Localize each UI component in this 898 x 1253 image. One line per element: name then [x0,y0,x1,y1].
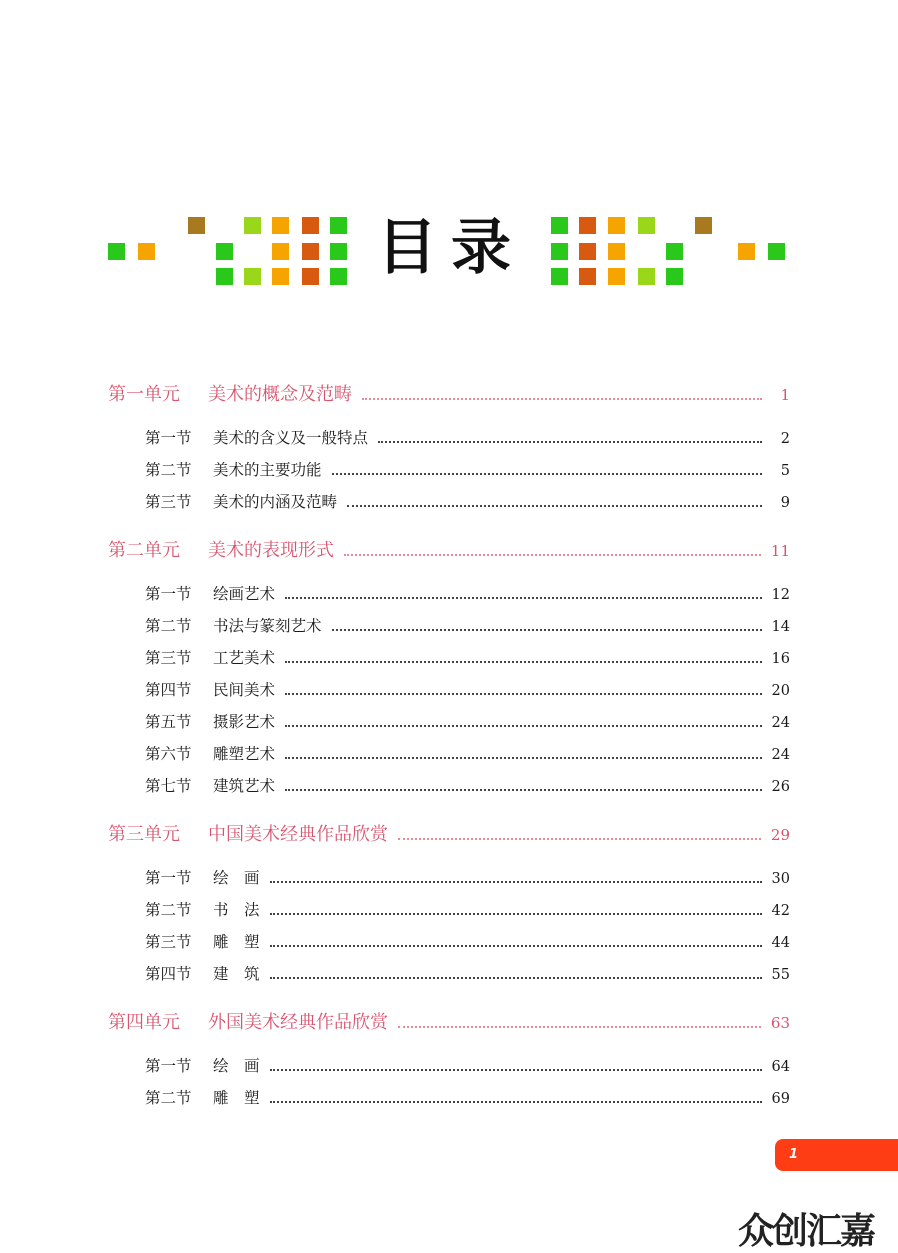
toc-section[interactable] [145,742,790,774]
section-number: 第四节 [145,965,192,983]
section-title: 雕 塑 [213,1089,260,1107]
section-title: 绘画艺术 [213,585,276,603]
dot-leader [270,1101,762,1103]
unit-page: 63 [770,1014,790,1032]
decor-square [330,217,347,234]
dot-leader [332,473,762,475]
decor-square [330,268,347,285]
dot-leader [378,441,762,443]
section-page: 24 [771,747,790,763]
page-number-badge: 1 [775,1139,898,1171]
decor-square [551,243,568,260]
decor-square [579,268,596,285]
toc-section[interactable] [145,710,790,742]
section-page: 20 [771,683,790,699]
decor-square [638,217,655,234]
toc-section[interactable] [145,678,790,710]
toc-section[interactable] [145,646,790,678]
section-page: 5 [780,463,790,479]
section-page: 2 [780,431,790,447]
section-number: 第一节 [145,585,192,603]
section-number: 第三节 [145,649,192,667]
dot-leader [332,629,762,631]
decor-square [666,268,683,285]
section-page: 14 [771,619,790,635]
section-title: 美术的主要功能 [213,461,322,479]
dot-leader [270,913,762,915]
dot-leader [398,838,761,840]
decor-square [138,243,155,260]
section-page: 26 [771,779,790,795]
dot-leader [285,661,762,663]
dot-leader [270,977,762,979]
decor-square [302,217,319,234]
section-number: 第二节 [145,1089,192,1107]
section-page: 64 [771,1059,790,1075]
section-title: 美术的内涵及范畴 [213,493,338,511]
toc-section[interactable] [145,1054,790,1086]
decor-square [302,268,319,285]
section-page: 24 [771,715,790,731]
toc-unit[interactable] [108,380,790,412]
section-title: 民间美术 [213,681,276,699]
section-number: 第五节 [145,713,192,731]
toc-section[interactable] [145,426,790,458]
table-of-contents [108,380,790,1118]
decor-square [108,243,125,260]
toc-section[interactable] [145,1086,790,1118]
decor-square [608,268,625,285]
section-title: 摄影艺术 [213,713,276,731]
decor-square [302,243,319,260]
section-page: 55 [771,967,790,983]
section-title: 绘 画 [213,869,260,887]
unit-page: 11 [770,542,790,560]
toc-section[interactable] [145,490,790,522]
section-page: 69 [771,1091,790,1107]
decor-square [638,268,655,285]
toc-section[interactable] [145,962,790,994]
toc-unit[interactable] [108,536,790,568]
section-page: 44 [771,935,790,951]
decor-square [579,217,596,234]
decor-square [551,268,568,285]
decor-square [244,217,261,234]
section-title: 建筑艺术 [213,777,276,795]
decor-square [272,243,289,260]
unit-number: 第二单元 [108,540,180,561]
dot-leader [270,1069,762,1071]
decor-square [188,217,205,234]
toc-section[interactable] [145,458,790,490]
dot-leader [285,757,762,759]
decor-square [272,268,289,285]
decor-square [244,268,261,285]
decor-square [551,217,568,234]
section-number: 第三节 [145,493,192,511]
toc-unit[interactable] [108,820,790,852]
dot-leader [362,398,762,400]
toc-section[interactable] [145,930,790,962]
decor-square [330,243,347,260]
section-page: 9 [780,495,790,511]
section-title: 书法与篆刻艺术 [213,617,322,635]
section-page: 42 [771,903,790,919]
dot-leader [285,597,762,599]
toc-section[interactable] [145,614,790,646]
toc-unit[interactable] [108,1008,790,1040]
page-title: 目录 [377,213,525,283]
decor-square [272,217,289,234]
section-number: 第七节 [145,777,192,795]
section-title: 雕 塑 [213,933,260,951]
section-page: 16 [771,651,790,667]
dot-leader [285,789,762,791]
section-number: 第一节 [145,1057,192,1075]
decor-square [666,243,683,260]
section-number: 第一节 [145,869,192,887]
decor-square [579,243,596,260]
dot-leader [347,505,762,507]
toc-section[interactable] [145,898,790,930]
section-number: 第二节 [145,901,192,919]
unit-number: 第四单元 [108,1012,180,1033]
decor-square [695,217,712,234]
dot-leader [398,1026,761,1028]
section-number: 第四节 [145,681,192,699]
section-title: 绘 画 [213,1057,260,1075]
unit-title: 美术的概念及范畴 [208,384,352,405]
dot-leader [344,554,761,556]
section-title: 雕塑艺术 [213,745,276,763]
unit-title: 中国美术经典作品欣赏 [208,824,388,845]
toc-section[interactable] [145,582,790,614]
section-number: 第二节 [145,461,192,479]
section-number: 第三节 [145,933,192,951]
decor-square [216,268,233,285]
section-number: 第六节 [145,745,192,763]
section-title: 书 法 [213,901,260,919]
decor-square [608,243,625,260]
section-number: 第二节 [145,617,192,635]
toc-section[interactable] [145,774,790,806]
dot-leader [285,725,762,727]
decor-square [768,243,785,260]
section-number: 第一节 [145,429,192,447]
decor-square [738,243,755,260]
section-title: 建 筑 [213,965,260,983]
section-page: 12 [771,587,790,603]
unit-page: 29 [770,826,790,844]
toc-section[interactable] [145,866,790,898]
section-page: 30 [771,871,790,887]
unit-page: 1 [780,386,790,404]
section-title: 美术的含义及一般特点 [213,429,369,447]
watermark-logo: 众创汇嘉 [738,1211,875,1252]
dot-leader [270,945,762,947]
unit-number: 第一单元 [108,384,180,405]
unit-title: 美术的表现形式 [208,540,334,561]
unit-number: 第三单元 [108,824,180,845]
unit-title: 外国美术经典作品欣赏 [208,1012,388,1033]
decor-square [216,243,233,260]
decor-square [608,217,625,234]
dot-leader [285,693,762,695]
section-title: 工艺美术 [213,649,276,667]
dot-leader [270,881,762,883]
